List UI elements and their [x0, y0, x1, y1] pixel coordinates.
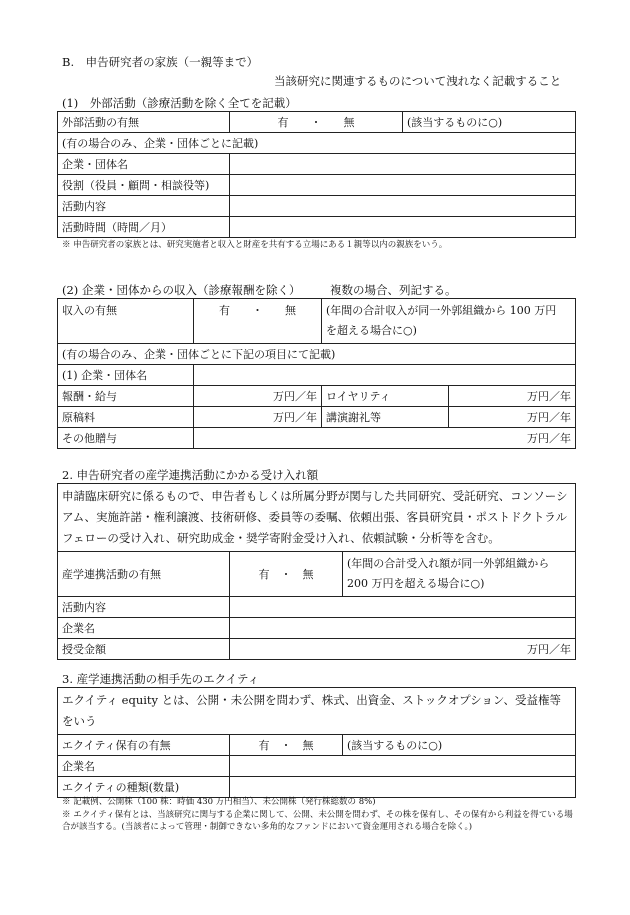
equity-description: エクイティ equity とは、公開・未公開を問わず、株式、出資金、ストックオプション、受益権等をいう — [58, 688, 576, 735]
external-activity-table — [57, 111, 576, 238]
activity-time-label: 活動時間（時間／月） — [58, 217, 230, 238]
industry-activity-field[interactable] — [230, 597, 576, 618]
equity-kind-field[interactable] — [230, 777, 576, 798]
industry-choice-note-line2: 200 万円を超える場合に○) — [347, 577, 485, 590]
manuscript-field[interactable]: 万円／年 — [194, 407, 322, 428]
equity-note-2: ※ エクイティ保有とは、当該研究に関与する企業に関して、公開、未公開を問わず、その株を保有し、その保有から利益を得ている場合が該当する。(当該者によって管理・制御できない多角的なファンドにおいて資金運用される場合を除く。) — [62, 810, 573, 832]
activity-content-label: 活動内容 — [58, 196, 230, 217]
remuneration-field[interactable]: 万円／年 — [194, 386, 322, 407]
industry-company-field[interactable] — [230, 618, 576, 639]
manuscript-label: 原稿料 — [58, 407, 194, 428]
other-gift-label: その他贈与 — [58, 428, 194, 449]
external-activity-label: 外部活動の有無 — [58, 112, 230, 133]
family-footnote: ※ 申告研究者の家族とは、研究実施者と収入と財産を共有する立場にある１親等以内の親族をいう。 — [62, 240, 448, 250]
equity-table — [57, 687, 576, 798]
royalty-field[interactable]: 万円／年 — [449, 386, 576, 407]
role-field[interactable] — [230, 175, 576, 196]
industry-choice-note-line1: (年間の合計受入れ額が同一外郭組織から — [347, 557, 550, 570]
equity-note-1: ※ 記載例、公開株（100 株：時価 430 万円相当）、未公開株（発行株総数の 8%) — [62, 797, 376, 807]
section3-title: 3. 産学連携活動の相手先のエクイティ — [62, 672, 260, 686]
lecture-field[interactable]: 万円／年 — [449, 407, 576, 428]
industry-amount-label: 授受金額 — [58, 639, 230, 660]
industry-choice[interactable]: 有 ・ 無 — [230, 552, 343, 597]
role-label: 役割（役員・顧問・相談役等) — [58, 175, 230, 196]
org-name-label: 企業・団体名 — [58, 154, 230, 175]
external-activity-choice[interactable]: 有 ・ 無 — [230, 112, 403, 133]
royalty-label: ロイヤリティ — [322, 386, 449, 407]
equity-company-field[interactable] — [230, 756, 576, 777]
org-name-field[interactable] — [230, 154, 576, 175]
section2-title: 2. 申告研究者の産学連携活動にかかる受け入れ額 — [62, 468, 319, 482]
lecture-label: 講演謝礼等 — [322, 407, 449, 428]
external-activity-choice-note: (該当するものに○) — [403, 112, 576, 133]
income-org-label: (1) 企業・団体名 — [58, 365, 194, 386]
external-activity-only-if: (有の場合のみ、企業・団体ごとに記載) — [58, 133, 576, 154]
income-choice-note-line2: を超える場合に○) — [326, 324, 417, 337]
equity-kind-label: エクイティの種類(数量) — [58, 777, 230, 798]
equity-choice-note: (該当するものに○) — [343, 735, 576, 756]
income-choice[interactable]: 有 ・ 無 — [194, 299, 322, 344]
other-gift-field[interactable]: 万円／年 — [194, 428, 576, 449]
industry-table — [57, 483, 576, 660]
section-b-title: B. 申告研究者の家族（一親等まで） — [62, 55, 259, 69]
income-choice-note — [322, 299, 576, 344]
equity-label: エクイティ保有の有無 — [58, 735, 230, 756]
industry-company-label: 企業名 — [58, 618, 230, 639]
industry-activity-label: 活動内容 — [58, 597, 230, 618]
industry-label: 産学連携活動の有無 — [58, 552, 230, 597]
activity-content-field[interactable] — [230, 196, 576, 217]
activity-time-field[interactable] — [230, 217, 576, 238]
income-org-field[interactable] — [194, 365, 576, 386]
income-label: 収入の有無 — [58, 299, 194, 344]
section-b-instruction: 当該研究に関連するものについて洩れなく記載すること — [274, 74, 562, 88]
equity-company-label: 企業名 — [58, 756, 230, 777]
income-only-if: (有の場合のみ、企業・団体ごとに下記の項目にて記載) — [58, 344, 576, 365]
industry-amount-field[interactable]: 万円／年 — [230, 639, 576, 660]
remuneration-label: 報酬・給与 — [58, 386, 194, 407]
equity-choice[interactable]: 有 ・ 無 — [230, 735, 343, 756]
sub1-title: (1) 外部活動（診療活動を除く全てを記載） — [62, 96, 297, 110]
industry-description: 申請臨床研究に係るもので、申告者もしくは所属分野が関与した共同研究、受託研究、コンソーシアム、実施許諾・権利譲渡、技術研修、委員等の委嘱、依頼出張、客員研究員・ポストドクトラルフェローの受け入れ、研究助成金・奨学寄附金受け入れ、依頼試験・分析等を含む。 — [58, 484, 576, 552]
income-table — [57, 298, 576, 449]
sub2-title-note: 複数の場合、列記する。 — [330, 283, 457, 297]
sub2-title: (2) 企業・団体からの収入（診療報酬を除く） — [62, 283, 301, 297]
income-choice-note-line1: (年間の合計収入が同一外郭組織から 100 万円 — [326, 304, 557, 317]
industry-choice-note — [343, 552, 576, 597]
